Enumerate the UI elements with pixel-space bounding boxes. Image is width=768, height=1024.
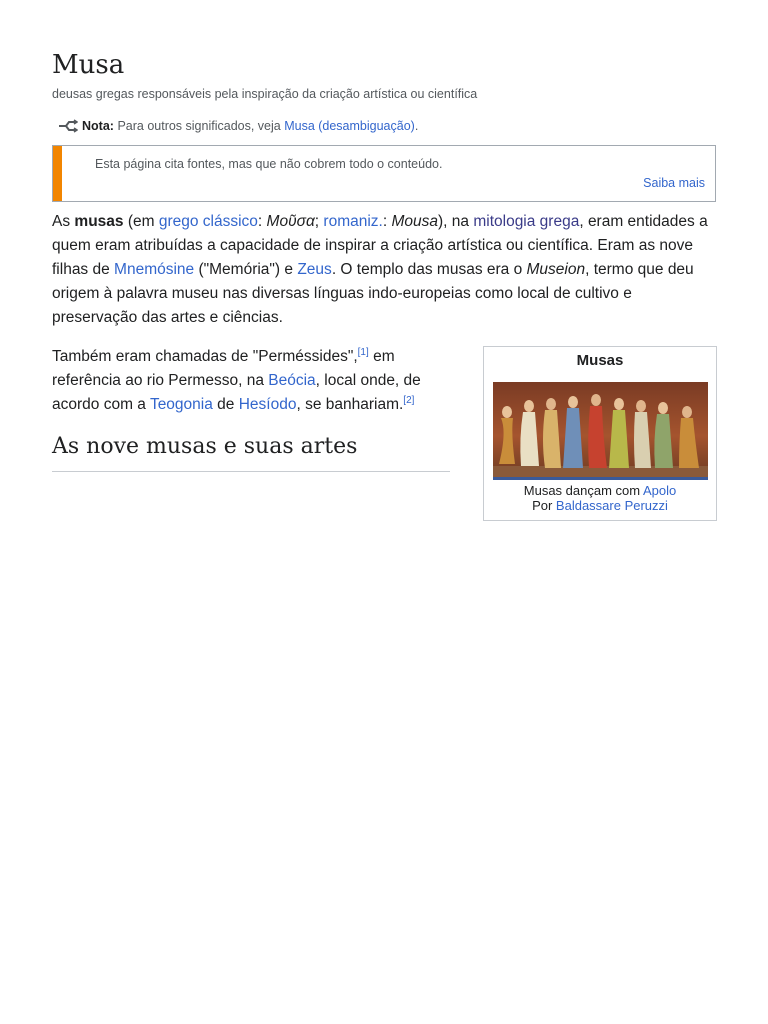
disambiguation-link[interactable]: Musa (desambiguação) bbox=[284, 119, 415, 133]
link-romaniz[interactable]: romaniz. bbox=[323, 213, 383, 230]
second-paragraph: Também eram chamadas de "Perméssides",[1] em referência ao rio Permesso, na Beócia, local onde, de acordo com a Teogonia de Hesíodo, se banhariam.[2] bbox=[52, 347, 421, 413]
term-musas: musas bbox=[74, 213, 124, 230]
infobox-caption: Musas dançam com Apolo Por Baldassare Peruzzi bbox=[523, 483, 677, 513]
reference-1[interactable]: [1] bbox=[357, 347, 369, 358]
link-teogonia[interactable]: Teogonia bbox=[149, 396, 213, 413]
section-heading: As nove musas e suas artes bbox=[52, 434, 450, 472]
page-title: Musa bbox=[52, 50, 125, 80]
link-hesiodo[interactable]: Hesíodo bbox=[238, 396, 297, 413]
learn-more-link[interactable]: Saiba mais bbox=[643, 176, 705, 190]
infobox bbox=[483, 346, 717, 521]
notice-message: Esta página cita fontes, mas que não cobrem todo o conteúdo. bbox=[95, 157, 443, 171]
link-beocia[interactable]: Beócia bbox=[268, 372, 316, 389]
link-grego-classico[interactable]: grego clássico bbox=[158, 213, 258, 230]
link-mnemosine[interactable]: Mnemósine bbox=[114, 261, 195, 278]
link-mitologia-grega[interactable]: mitologia grega bbox=[473, 213, 580, 230]
intro-paragraph: As musas (em grego clássico: Μοῦσα; romaniz.: Mousa), na mitologia grega, eram entidades a quem eram atribuídas a capacidade de inspirar a criação artística ou científica. Eram as nove filhas de Mnemósine ("Memória") e Zeus. O templo das musas era o Museion, termo que deu origem à palavra museu nas diversas línguas indo-europeias como local de cultivo e preservação das artes e ciências. bbox=[52, 213, 708, 326]
citation-notice-box bbox=[52, 145, 716, 202]
hatnote-text: Para outros significados, veja bbox=[117, 119, 281, 133]
link-baldassare-peruzzi[interactable]: Baldassare Peruzzi bbox=[555, 498, 668, 513]
page-subtitle: deusas gregas responsáveis pela inspiração da criação artística ou científica bbox=[52, 87, 478, 101]
hatnote-label: Nota: bbox=[82, 119, 114, 133]
link-apolo[interactable]: Apolo bbox=[642, 483, 677, 498]
link-zeus[interactable]: Zeus bbox=[297, 261, 332, 278]
infobox-title: Musas bbox=[576, 352, 624, 369]
notice-accent-bar bbox=[53, 146, 62, 201]
disambiguation-icon bbox=[58, 119, 78, 133]
muses-painting-image[interactable] bbox=[493, 382, 708, 480]
hatnote: Nota: Para outros significados, veja Musa (desambiguação). bbox=[58, 119, 418, 133]
reference-2[interactable]: [2] bbox=[403, 395, 415, 406]
